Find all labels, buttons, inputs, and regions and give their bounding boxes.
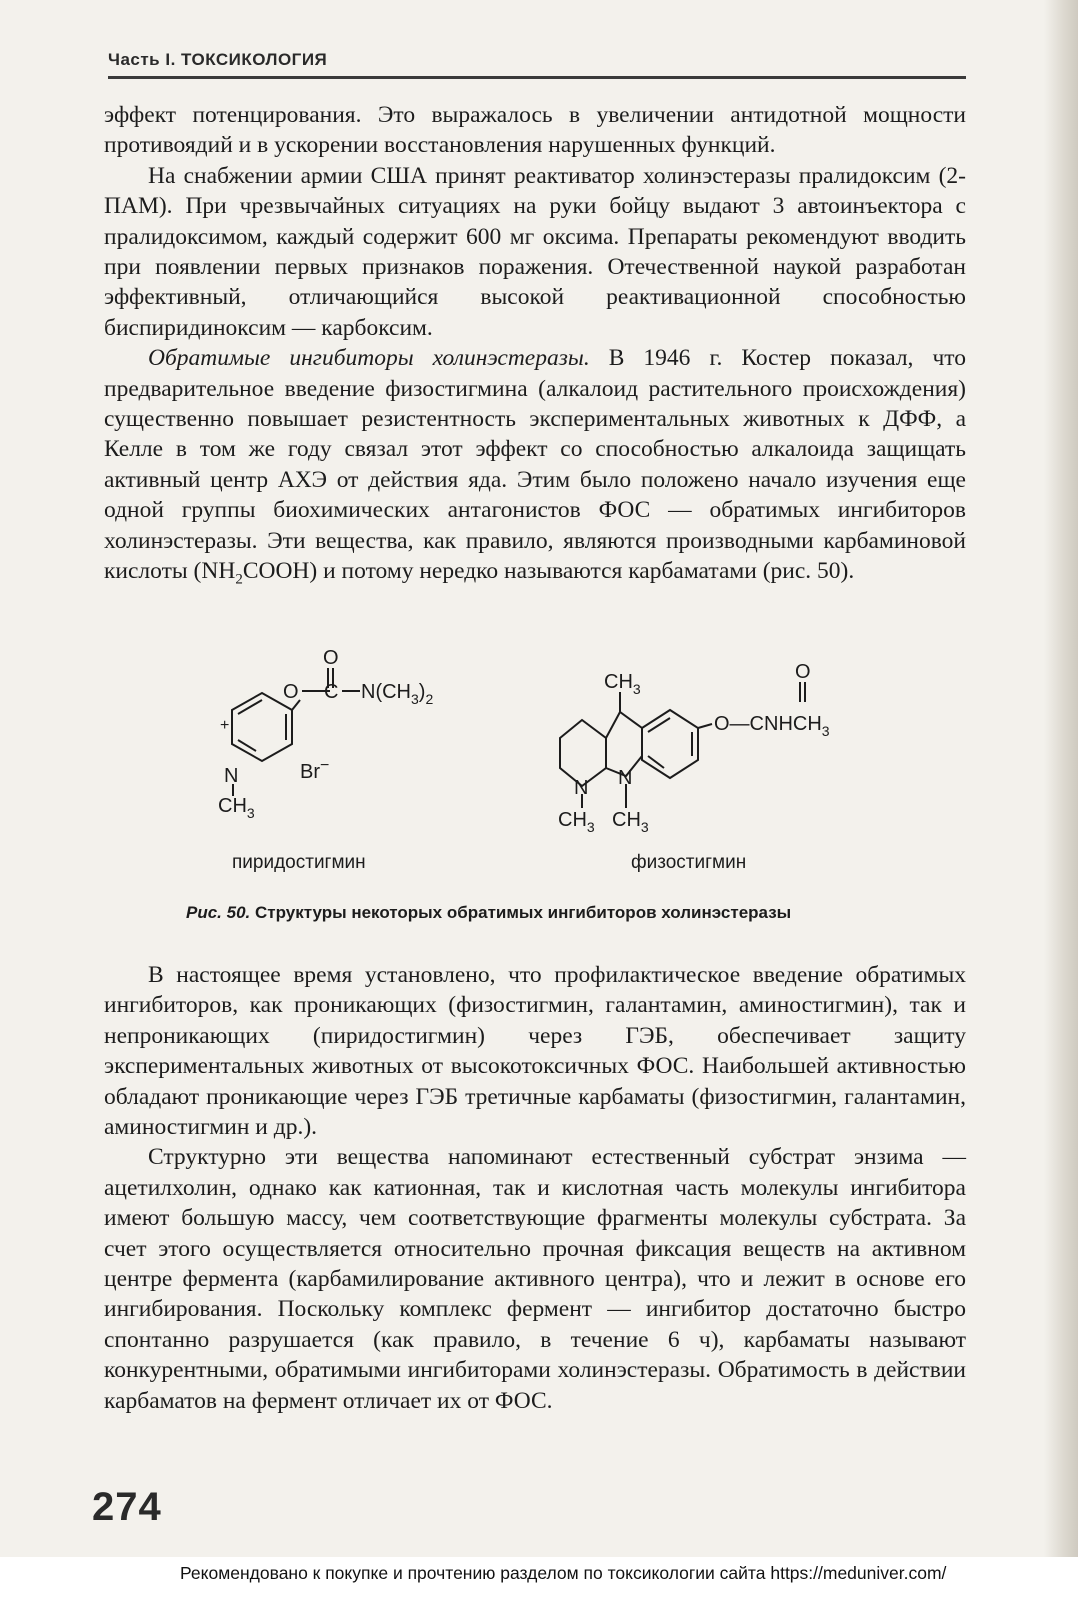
label-carbamate-right-sub: 3 <box>821 723 830 739</box>
bond-ring-to-o-right <box>698 724 712 728</box>
body-text-bottom <box>104 960 966 1416</box>
label-n-mid-1: N <box>574 777 589 799</box>
svg-text:Br− <box>300 757 329 783</box>
formula-carbamic-acid-b: COOH) и потому нередко называются карбаматами (рис. 50). <box>242 558 855 585</box>
body-text-top <box>104 100 966 595</box>
label-ch3-bottom-2: CH <box>612 809 641 831</box>
svg-text:N(CH3)2 <box>361 681 433 707</box>
structures-diagram <box>180 640 900 880</box>
compound-name-pyridostigmine: пиридостигмин <box>232 852 366 873</box>
label-n-dimethyl: N(CH <box>361 681 411 703</box>
label-n-mid-2: N <box>618 767 633 789</box>
figure-50 <box>180 640 900 880</box>
running-header <box>108 48 966 79</box>
figure-caption-number: Рис. 50. <box>186 903 251 922</box>
benzene-ring <box>642 710 698 778</box>
paragraph-reversible-inhibitors-text: В 1946 г. Костер показал, что предварительное введение физостигмина (алкалоид растительного происхождения) существенно повышает резистентность экспериментальных животных к ДФФ, а Келле в том же году связал этот эффект со способностью алкалоида защищать активный центр АХЭ от действия яда. Этим было положено начало изучения еще одной группы биохимических антагонистов ФОС — обратимых ингибиторов холинэстеразы. Эти вещества, как правило, являются производными карбаминовой кислоты <box>104 345 966 585</box>
svg-text:CH3 <box>558 809 595 835</box>
label-carbamate-right: O—CNHCH <box>714 713 822 735</box>
paragraph-prophylaxis: В настоящее время установлено, что профилактическое введение обратимых ингибиторов, как проникающих (физостигмин, галантамин, аминостигмин), так и непроникающих (пиридостигмин) через ГЭБ, обеспечивает защиту экспериментальных животных от высокотоксичных ФОС. Наибольшей активностью обладают проникающие через ГЭБ третичные карбаматы (физостигмин, галантамин, аминостигмин и др.). <box>104 962 966 1141</box>
label-ch3-left-sub: 3 <box>246 805 255 821</box>
label-n-dimethyl-sub2: 2 <box>425 691 434 707</box>
paragraph-reversible-inhibitors <box>104 343 966 595</box>
label-n-ring: N <box>224 765 239 787</box>
figure-caption-text: Структуры некоторых обратимых ингибиторов холинэстеразы <box>250 903 792 922</box>
label-ch3-left: CH <box>218 795 247 817</box>
page-edge-shadow <box>1044 0 1078 1601</box>
label-ch3-top: CH <box>604 671 633 693</box>
paragraph-continued: эффект потенцирования. Это выражалось в увеличении антидотной мощности противоядий и в ускорении восстановления нарушенных функций. <box>104 102 966 159</box>
formula-carbamic-acid-sub: 2 <box>235 571 243 588</box>
label-o-top: O <box>323 647 339 669</box>
compound-name-physostigmine: физостигмин <box>631 852 747 873</box>
paragraph-structure: Структурно эти вещества напоминают естественный субстрат энзима — ацетилхолин, однако как катионная, так и кислотная часть молекулы ингибитора имеют большую массу, чем соответствующие фрагменты молекулы субстрата. За счет этого осуществляется относительно прочная фиксация веществ на активном центре фермента (карбамилирование активного центра), что и лежит в основе его ингибирования. Поскольку комплекс фермент — ингибитор достаточно быстро спонтанно разрушается (как правило, в течение 6 ч), карбаматы называют конкурентными, обратимыми ингибиторами холинэстеразы. Обратимость в действии карбаматов на фермент отличает их от ФОС. <box>104 1144 966 1414</box>
svg-text:O—CNHCH3 <box>714 713 830 739</box>
footer-text: Рекомендовано к покупке и прочтению разделом по токсикологии сайта https://meduniver.com/ <box>180 1563 947 1583</box>
svg-text:CH3 <box>604 671 641 697</box>
label-ch3-bottom-2-sub: 3 <box>640 819 649 835</box>
svg-text:CH3 <box>612 809 649 835</box>
physostigmine-structure <box>560 682 805 808</box>
label-ch3-bottom-1-sub: 3 <box>586 819 595 835</box>
formula-carbamic-acid-a: (NH <box>193 558 236 585</box>
label-o-top-right: O <box>795 661 811 683</box>
page-number: 274 <box>92 1485 162 1529</box>
footer-banner <box>0 1557 1078 1601</box>
pyridine-ring <box>232 693 292 761</box>
subheading-reversible-inhibitors: Обратимые ингибиторы холинэстеразы. <box>148 345 590 372</box>
label-br-minus: − <box>320 757 330 774</box>
label-ch3-top-sub: 3 <box>632 681 641 697</box>
label-c: C <box>324 681 339 703</box>
label-br: Br <box>300 761 320 783</box>
svg-text:CH3 <box>218 795 255 821</box>
benzene-double-1 <box>648 718 670 732</box>
label-n-plus: + <box>220 717 230 734</box>
paragraph-pralidoxime: На снабжении армии США принят реактиватор холинэстеразы пралидоксим (2-ПАМ). При чрезвычайных ситуациях на руки бойцу выдают 3 автоинъектора с пралидоксимом, каждый содержит 600 мг оксима. Препараты рекомендуют вводить при появлении первых признаков поражения. Отечественной наукой разработан эффективный, отличающийся высокой реактивационной способностью биспиридиноксим — карбоксим. <box>104 162 966 341</box>
figure-caption <box>186 903 791 923</box>
label-n-dimethyl-close: ) <box>418 681 426 703</box>
label-ch3-bottom-1: CH <box>558 809 587 831</box>
ring-double-bond-1 <box>238 700 262 714</box>
label-n-dimethyl-sub3: 3 <box>411 691 419 707</box>
running-title: Часть I. ТОКСИКОЛОГИЯ <box>108 50 328 69</box>
label-o-link: O <box>283 681 299 703</box>
